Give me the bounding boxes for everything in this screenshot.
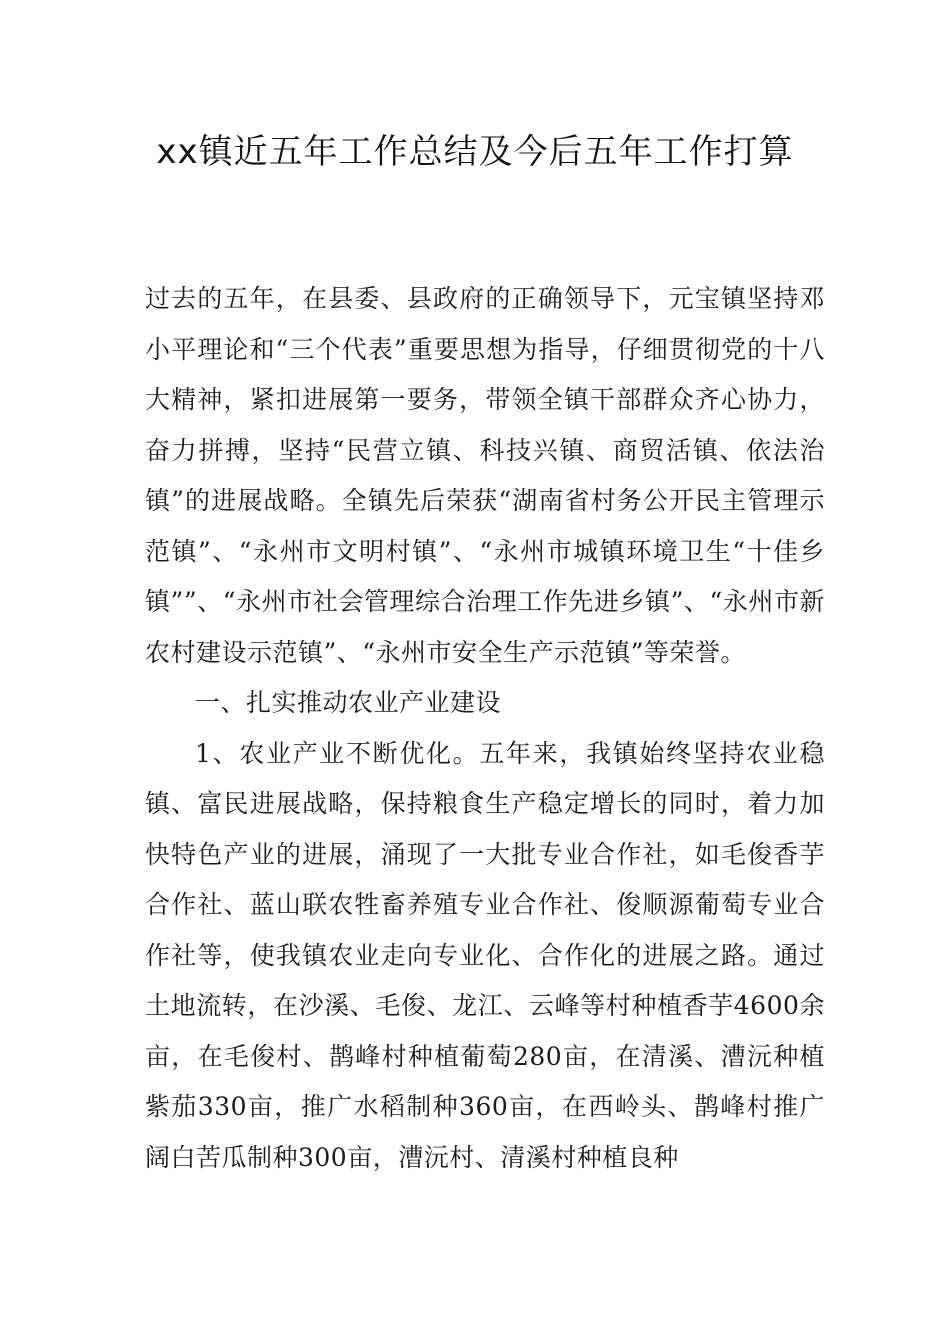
- document-title: xx镇近五年工作总结及今后五年工作打算: [156, 132, 794, 172]
- section-heading: 一、扎实推动农业产业建设: [195, 688, 502, 717]
- paragraph-intro: 过去的五年，在县委、县政府的正确领导下，元宝镇坚持邓小平理论和“三个代表”重要思想为指导，仔细贯彻党的十八大精神，紧扣进展第一要务，带领全镇干部群众齐心协力，奋力拼搏，坚持“民营立镇、科技兴镇、商贸活镇、依法治镇”的进展战略。全镇先后荣获“湖南省村务公开民主管理示范镇”、“永州市文明村镇”、“永州市城镇环境卫生“十佳乡镇””、“永州市社会管理综合治理工作先进乡镇”、“永州市新农村建设示范镇”、“永州市安全生产示范镇”等荣誉。: [145, 284, 825, 667]
- paragraph-agriculture: 1、农业产业不断优化。五年来，我镇始终坚持农业稳镇、富民进展战略，保持粮食生产稳定增长的同时，着力加快特色产业的进展，涌现了一大批专业合作社，如毛俊香芋合作社、蓝山联农牲畜养殖专业合作社、俊顺源葡萄专业合作社等，使我镇农业走向专业化、合作化的进展之路。通过土地流转，在沙溪、毛俊、龙江、云峰等村种植香芋4600余亩，在毛俊村、鹊峰村种植葡萄280亩，在清溪、漕沅种植紫茄330亩，推广水稻制种360亩，在西岭头、鹊峰村推广阔白苦瓜制种300亩，漕沅村、清溪村种植良种: [145, 738, 825, 1172]
- document-body: [145, 274, 825, 1183]
